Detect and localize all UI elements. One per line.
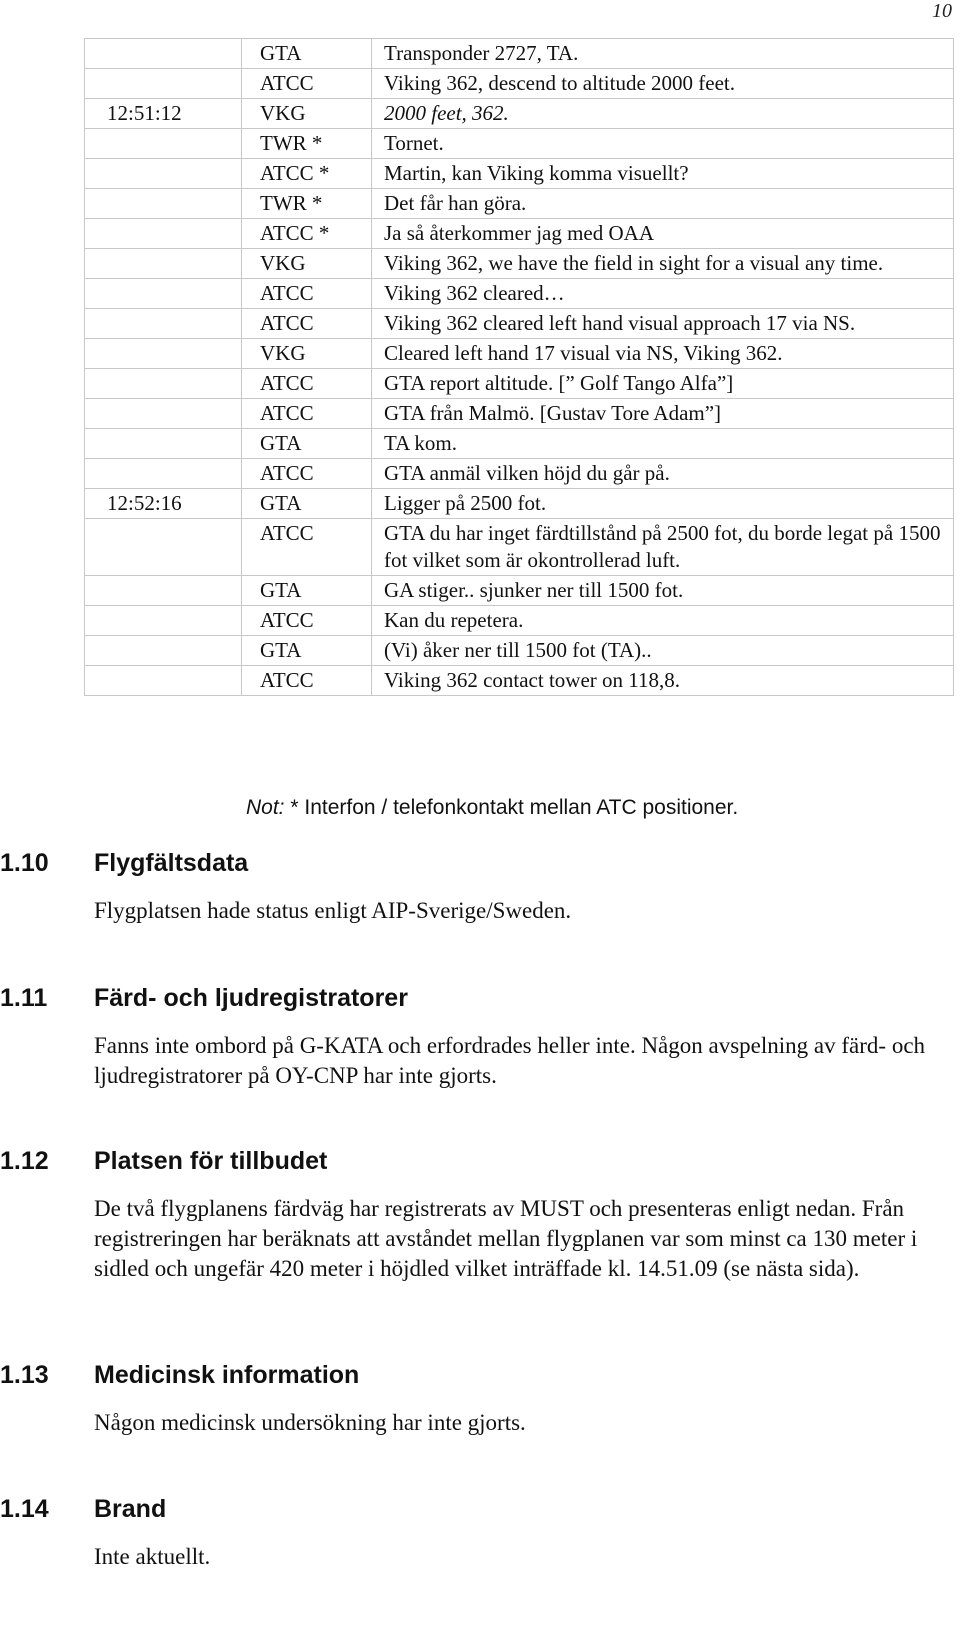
transcript-row [85, 576, 954, 606]
transcript-speaker: GTA [242, 576, 372, 606]
transcript-speaker: VKG [242, 249, 372, 279]
section-body: Någon medicinsk undersökning har inte gjorts. [94, 1410, 526, 1435]
section-title: Flygfältsdata [94, 849, 249, 877]
transcript-row [85, 399, 954, 429]
transcript-speaker: TWR * [242, 129, 372, 159]
transcript-message: Viking 362 cleared… [372, 279, 954, 309]
transcript-speaker: VKG [242, 339, 372, 369]
transcript-row [85, 666, 954, 696]
transcript-time: 12:52:16 [85, 489, 242, 519]
transcript-row [85, 429, 954, 459]
transcript-row [85, 219, 954, 249]
transcript-row [85, 459, 954, 489]
transcript-time: 12:51:12 [85, 99, 242, 129]
section-medicinsk-information [0, 1360, 950, 1438]
transcript-speaker: ATCC [242, 309, 372, 339]
section-body: Flygplatsen hade status enligt AIP-Sverige/Sweden. [94, 898, 572, 923]
transcript-time [85, 189, 242, 219]
transcript-message: Det får han göra. [372, 189, 954, 219]
transcript-time [85, 606, 242, 636]
transcript-speaker: GTA [242, 39, 372, 69]
transcript-speaker: VKG [242, 99, 372, 129]
transcript-time [85, 279, 242, 309]
transcript-message: Viking 362, we have the field in sight for a visual any time. [372, 249, 954, 279]
section-number: 1.14 [0, 1495, 49, 1523]
section-flygfaltsdata [0, 848, 950, 926]
transcript-speaker: ATCC [242, 606, 372, 636]
transcript-message: 2000 feet, 362. [372, 99, 954, 129]
page-number: 10 [932, 0, 952, 22]
transcript-speaker: ATCC [242, 666, 372, 696]
note-label: Not: [246, 796, 285, 819]
transcript-message: Ligger på 2500 fot. [372, 489, 954, 519]
transcript-time [85, 159, 242, 189]
transcript-row [85, 339, 954, 369]
section-fard-och-ljudregistratorer [0, 983, 950, 1091]
section-number: 1.12 [0, 1147, 49, 1175]
transcript-speaker: GTA [242, 636, 372, 666]
transcript-row [85, 606, 954, 636]
transcript-message: (Vi) åker ner till 1500 fot (TA).. [372, 636, 954, 666]
transcript-row [85, 279, 954, 309]
section-body: Inte aktuellt. [94, 1544, 211, 1569]
transcript-speaker: TWR * [242, 189, 372, 219]
section-title: Brand [94, 1495, 167, 1523]
transcript-speaker: ATCC [242, 279, 372, 309]
transcript-message: GTA du har inget färdtillstånd på 2500 fot, du borde legat på 1500 fot vilket som är okontrollerad luft. [372, 519, 954, 576]
note-text: * Interfon / telefonkontakt mellan ATC positioner. [284, 796, 739, 819]
section-title: Platsen för tillbudet [94, 1147, 328, 1175]
transcript-speaker: GTA [242, 489, 372, 519]
transcript-message: Ja så återkommer jag med OAA [372, 219, 954, 249]
section-title: Medicinsk information [94, 1361, 360, 1389]
section-number: 1.11 [0, 984, 48, 1012]
transcript-message: Viking 362 contact tower on 118,8. [372, 666, 954, 696]
transcript-message: Viking 362, descend to altitude 2000 feet. [372, 69, 954, 99]
transcript-time [85, 399, 242, 429]
transcript-row [85, 249, 954, 279]
transcript-message: Transponder 2727, TA. [372, 39, 954, 69]
transcript-message: Kan du repetera. [372, 606, 954, 636]
transcript-message: Martin, kan Viking komma visuellt? [372, 159, 954, 189]
radio-transcript-table [84, 38, 954, 696]
transcript-speaker: GTA [242, 429, 372, 459]
transcript-message: GTA report altitude. [” Golf Tango Alfa”] [372, 369, 954, 399]
transcript-message: GA stiger.. sjunker ner till 1500 fot. [372, 576, 954, 606]
transcript-time [85, 219, 242, 249]
transcript-time [85, 309, 242, 339]
transcript-time [85, 339, 242, 369]
section-heading [0, 1494, 950, 1524]
transcript-row [85, 519, 954, 576]
transcript-time [85, 249, 242, 279]
transcript-time [85, 519, 242, 576]
transcript-time [85, 369, 242, 399]
section-title: Färd- och ljudregistratorer [94, 984, 408, 1012]
transcript-time [85, 459, 242, 489]
transcript-row [85, 159, 954, 189]
transcript-time [85, 129, 242, 159]
transcript-time [85, 429, 242, 459]
transcript-row [85, 489, 954, 519]
section-heading [0, 1360, 950, 1390]
section-number: 1.13 [0, 1361, 49, 1389]
transcript-footnote [246, 796, 738, 820]
transcript-message: Cleared left hand 17 visual via NS, Viking 362. [372, 339, 954, 369]
transcript-row [85, 309, 954, 339]
transcript-message: GTA anmäl vilken höjd du går på. [372, 459, 954, 489]
transcript-time [85, 636, 242, 666]
transcript-row [85, 129, 954, 159]
transcript-row [85, 39, 954, 69]
transcript-time [85, 39, 242, 69]
transcript-speaker: ATCC * [242, 159, 372, 189]
transcript-row [85, 369, 954, 399]
section-heading [0, 1146, 950, 1176]
transcript-speaker: ATCC [242, 69, 372, 99]
section-heading [0, 983, 950, 1013]
transcript-message: Viking 362 cleared left hand visual approach 17 via NS. [372, 309, 954, 339]
section-body: Fanns inte ombord på G-KATA och erfordrades heller inte. Någon avspelning av färd- och ljudregistratorer på OY-CNP har inte gjorts. [94, 1033, 926, 1088]
transcript-speaker: ATCC [242, 369, 372, 399]
transcript-time [85, 69, 242, 99]
transcript-speaker: ATCC [242, 399, 372, 429]
transcript-speaker: ATCC [242, 459, 372, 489]
transcript-message: TA kom. [372, 429, 954, 459]
transcript-row [85, 69, 954, 99]
section-brand [0, 1494, 950, 1572]
transcript-time [85, 576, 242, 606]
transcript-time [85, 666, 242, 696]
section-heading [0, 848, 950, 878]
transcript-message: Tornet. [372, 129, 954, 159]
transcript-row [85, 636, 954, 666]
transcript-speaker: ATCC [242, 519, 372, 576]
transcript-row [85, 99, 954, 129]
transcript-message: GTA från Malmö. [Gustav Tore Adam”] [372, 399, 954, 429]
transcript-speaker: ATCC * [242, 219, 372, 249]
section-number: 1.10 [0, 849, 49, 877]
section-platsen-for-tillbudet [0, 1146, 950, 1284]
section-body: De två flygplanens färdväg har registrerats av MUST och presenteras enligt nedan. Från registreringen har beräknats att avståndet mellan flygplanen var som minst ca 130 meter i sidled och ungefär 420 meter i höjdled vilket inträffade kl. 14.51.09 (se nästa sida). [94, 1196, 918, 1281]
transcript-row [85, 189, 954, 219]
